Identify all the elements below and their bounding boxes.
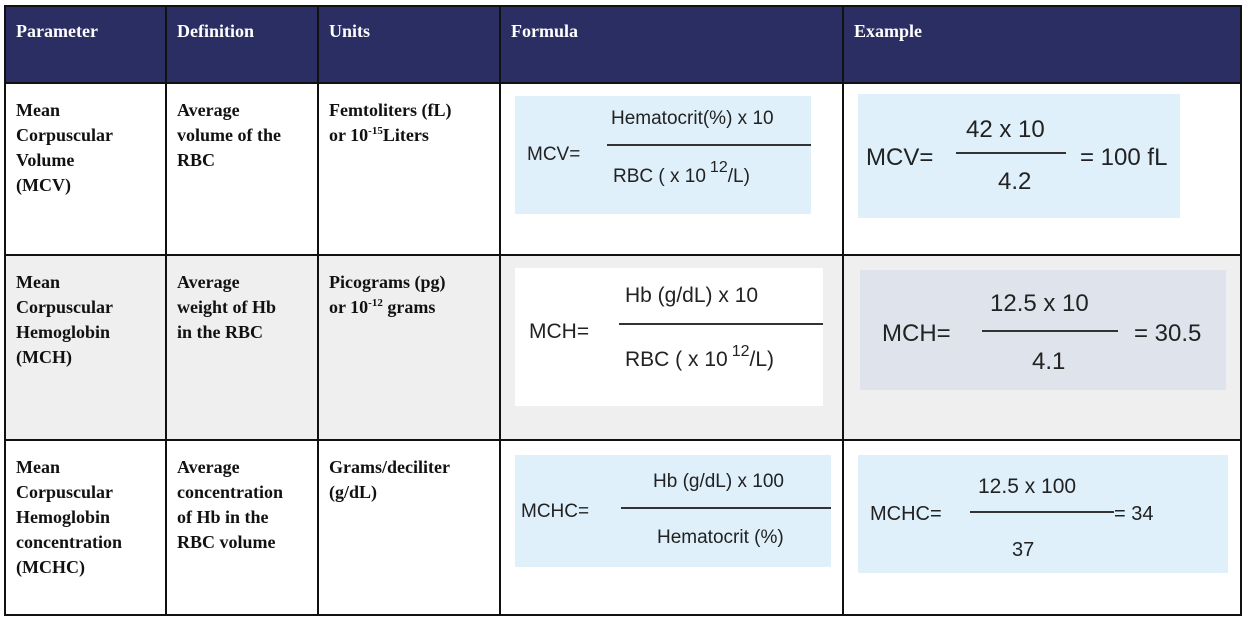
fraction-bar [956,152,1066,154]
definition-text: Average weight of Hb in the RBC [177,272,276,342]
column-divider [317,7,319,614]
cell-example [844,441,1240,614]
units-text: Grams/deciliter (g/dL) [329,457,450,502]
fraction-bar [607,144,811,146]
definition-text: Average volume of the RBC [177,100,281,170]
row-divider [6,254,1240,256]
fraction-bar [621,507,831,509]
fraction-bar [970,511,1114,513]
cell-definition [167,256,317,439]
cell-units [319,84,499,254]
cell-parameter [6,84,165,254]
cell-definition [167,441,317,614]
mcv-example: MCV= 42 x 10 4.2 = 100 fL [858,94,1180,218]
row-divider [6,82,1240,84]
parameter-text: Mean Corpuscular Hemoglobin concentration (MCHC) [16,457,122,577]
header-example [844,7,1240,82]
cell-parameter [6,256,165,439]
cell-formula [501,84,842,254]
header-formula [501,7,842,82]
table-row-mcv [6,84,1240,254]
cell-example [844,84,1240,254]
header-label: Definition [177,21,255,41]
column-divider [165,7,167,614]
header-label: Units [329,21,371,41]
cell-definition [167,84,317,254]
header-label: Formula [511,21,578,41]
cell-formula [501,441,842,614]
column-divider [499,7,501,614]
header-label: Parameter [16,21,98,41]
cell-formula [501,256,842,439]
definition-text: Average concentration of Hb in the RBC volume [177,457,283,552]
header-parameter [6,7,165,82]
header-label: Example [854,21,923,41]
cell-units [319,256,499,439]
data-table [4,5,1242,616]
mchc-formula: MCHC= Hb (g/dL) x 100 Hematocrit (%) [515,455,831,567]
fraction-bar [619,323,823,325]
column-divider [842,7,844,614]
cell-example [844,256,1240,439]
units-text: Picograms (pg) or $10^{-12}$ grams [329,272,446,317]
row-divider [6,439,1240,441]
mcv-formula: MCV= Hematocrit(%) x 10 RBC ( x 10 $^{12}$/L) [515,96,811,214]
cell-units [319,441,499,614]
table-row-mch [6,256,1240,439]
parameter-text: Mean Corpuscular Hemoglobin (MCH) [16,272,114,367]
parameter-text: Mean Corpuscular Volume (MCV) [16,100,114,195]
units-text: Femtoliters (fL) or $10^{-15}Liters$ [329,100,452,145]
fraction-bar [982,330,1118,332]
mch-formula: MCH= Hb (g/dL) x 10 RBC ( x 10 $^{12}$/L) [515,268,823,406]
mchc-example: MCHC= 12.5 x 100 37 = 34 [858,455,1228,573]
cell-parameter [6,441,165,614]
mch-example: MCH= 12.5 x 10 4.1 = 30.5 [860,270,1226,390]
header-definition [167,7,317,82]
header-units [319,7,499,82]
table-row-mchc [6,441,1240,614]
